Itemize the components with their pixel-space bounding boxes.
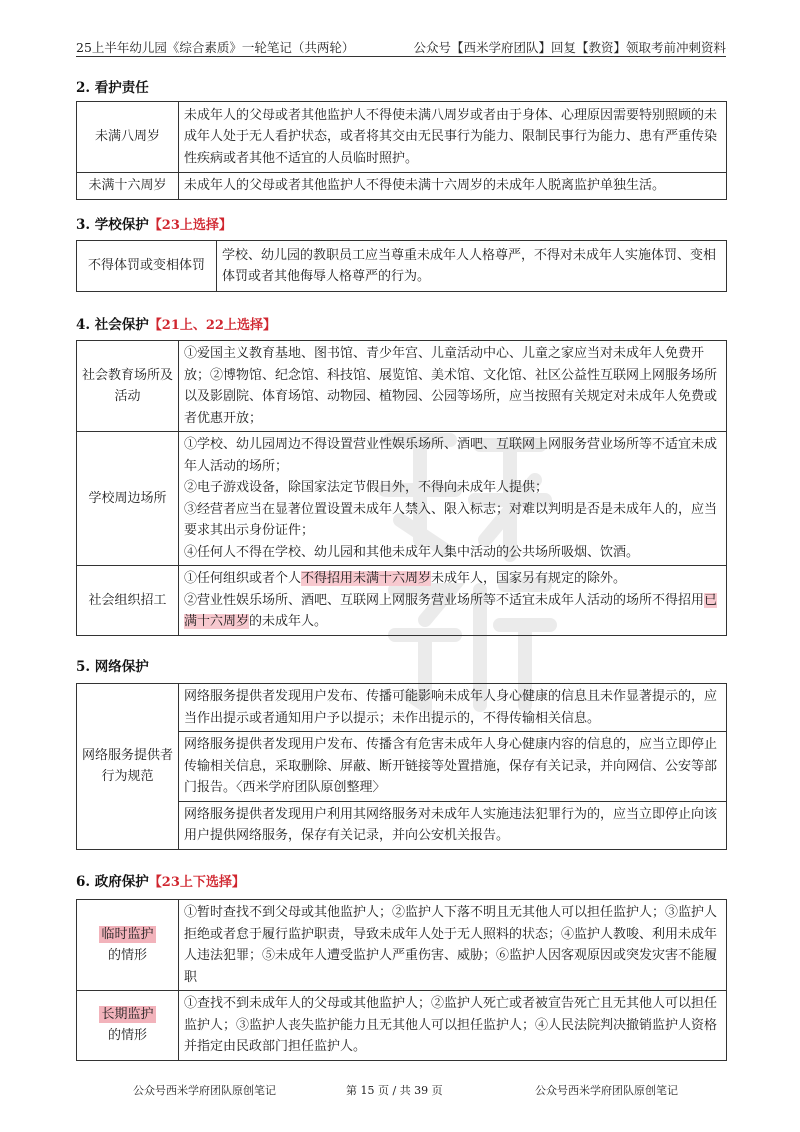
- row-label: 临时监护 的情形: [77, 900, 179, 991]
- exam-tag: 【23上下选择】: [148, 875, 245, 890]
- social-protection-table: [76, 340, 727, 636]
- row-label: 社会组织招工: [77, 566, 179, 636]
- highlighted-label: 长期监护: [101, 1006, 154, 1022]
- table-row: [77, 432, 727, 566]
- section-5-title: 5. 网络保护: [76, 659, 149, 675]
- list-item: ④任何人不得在学校、幼儿园和其他未成年人集中活动的公共场所吸烟、饮酒。: [184, 544, 640, 560]
- row-text: ①爱国主义教育基地、图书馆、青少年宫、儿童活动中心、儿童之家应当对未成年人免费开放；②博物馆、纪念馆、科技馆、展览馆、美术馆、文化馆、社区公益性互联网上网服务场所以及影剧院、体育场馆、动物园、植物园、公园等场所，应当按照有关规定对未成年人免费或者优惠开放；: [179, 341, 727, 432]
- row-label: 长期监护 的情形: [77, 991, 179, 1061]
- row-text: ①暂时查找不到父母或其他监护人；②监护人下落不明且无其他人可以担任监护人；③监护人拒绝或者怠于履行监护职责，导致未成年人处于无人照料的状态；④监护人教唆、利用未成年人违法犯罪；⑤未成年人遭受监护人严重伤害、威胁；⑥监护人因客观原因或突发灾害不能履职: [179, 900, 727, 991]
- table-row: [77, 241, 727, 292]
- header-promo: 公众号【西米学府团队】回复【教资】领取考前冲刺资料: [413, 40, 726, 55]
- list-item: ①任何组织或者个人不得招用未满十六周岁未成年人，国家另有规定的除外。: [184, 571, 627, 586]
- table-row: [77, 173, 727, 200]
- highlighted-text: 已满十六周岁: [184, 592, 718, 629]
- row-text: ①查找不到未成年人的父母或其他监护人；②监护人死亡或者被宣告死亡且无其他人可以担任监护人；③监护人丧失监护能力且无其他人可以担任监护人；④人民法院判决撤销监护人资格并指定由民政部门担任监护人。: [179, 991, 727, 1061]
- table-row: [77, 991, 727, 1061]
- table-row: [77, 900, 727, 991]
- table-row: [77, 566, 727, 636]
- list-item: ③经营者应当在显著位置设置未成年人禁入、限入标志；对难以判明是否是未成年人的，应当要求其出示身份证件；: [184, 501, 718, 538]
- highlighted-text: 不得招用未满十六周岁: [301, 571, 432, 586]
- row-text: 学校、幼儿园的教职员工应当尊重未成年人人格尊严，不得对未成年人实施体罚、变相体罚或者其他侮辱人格尊严的行为。: [217, 241, 727, 292]
- network-protection-table: [76, 683, 727, 850]
- row-text: [179, 566, 727, 636]
- section-6-title: 6. 政府保护【23上下选择】: [76, 874, 245, 890]
- list-item: ②电子游戏设备，除国家法定节假日外，不得向未成年人提供；: [184, 480, 549, 495]
- row-text: 网络服务提供者发现用户发布、传播含有危害未成年人身心健康内容的信息的，应当立即停止传输相关信息，采取删除、屏蔽、断开链接等处置措施，保存有关记录，并向网信、公安等部门报告。〈西米学府团队原创整理〉: [179, 732, 727, 802]
- section-4-title: 4. 社会保护【21上、22上选择】: [76, 317, 276, 333]
- section-2-title: 2. 看护责任: [76, 80, 149, 96]
- row-text: 未成年人的父母或者其他监护人不得使未满十六周岁的未成年人脱离监护单独生活。: [179, 173, 727, 200]
- footer-right: 公众号西米学府团队原创笔记: [535, 1084, 678, 1097]
- row-label: 学校周边场所: [77, 432, 179, 566]
- section-3-title: 3. 学校保护【23上选择】: [76, 217, 232, 233]
- row-label: 不得体罚或变相体罚: [77, 241, 217, 292]
- page-header: [76, 34, 726, 56]
- row-text: 网络服务提供者发现用户发布、传播可能影响未成年人身心健康的信息且未作显著提示的，应当作出提示或者通知用户予以提示；未作出提示的，不得传输相关信息。: [179, 684, 727, 732]
- exam-tag: 【21上、22上选择】: [148, 318, 276, 333]
- row-text: 未成年人的父母或者其他监护人不得使未满八周岁或者由于身体、心理原因需要特别照顾的未成年人处于无人看护状态，或者将其交由无民事行为能力、限制民事行为能力、患有严重传染性疾病或者其他不适宜的人员临时照护。: [179, 102, 727, 173]
- list-item: ①学校、幼儿园周边不得设置营业性娱乐场所、酒吧、互联网上网服务营业场所等不适宜未成年人活动的场所；: [184, 437, 718, 474]
- table-row: [77, 684, 727, 732]
- exam-tag: 【23上选择】: [148, 218, 232, 233]
- row-label: 未满十六周岁: [77, 173, 179, 200]
- header-title: 25上半年幼儿园《综合素质》一轮笔记（共两轮）: [76, 40, 355, 55]
- row-text: [179, 432, 727, 566]
- school-protection-table: [76, 240, 727, 292]
- guardianship-table: [76, 101, 727, 200]
- row-text: 网络服务提供者发现用户利用其网络服务对未成年人实施违法犯罪行为的，应当立即停止向该用户提供网络服务，保存有关记录，并向公安机关报告。: [179, 801, 727, 849]
- row-label: 网络服务提供者行为规范: [77, 684, 179, 850]
- table-row: [77, 102, 727, 173]
- footer-left: 公众号西米学府团队原创笔记: [133, 1084, 276, 1097]
- row-label: 社会教育场所及活动: [77, 341, 179, 432]
- table-row: [77, 341, 727, 432]
- page-number: 第 15 页 / 共 39 页: [346, 1084, 443, 1097]
- highlighted-label: 临时监护: [101, 926, 154, 942]
- government-protection-table: [76, 899, 727, 1061]
- row-label: 未满八周岁: [77, 102, 179, 173]
- list-item: ②营业性娱乐场所、酒吧、互联网上网服务营业场所等不适宜未成年人活动的场所不得招用已满十六周岁的未成年人。: [184, 592, 718, 629]
- header-divider: [76, 56, 726, 57]
